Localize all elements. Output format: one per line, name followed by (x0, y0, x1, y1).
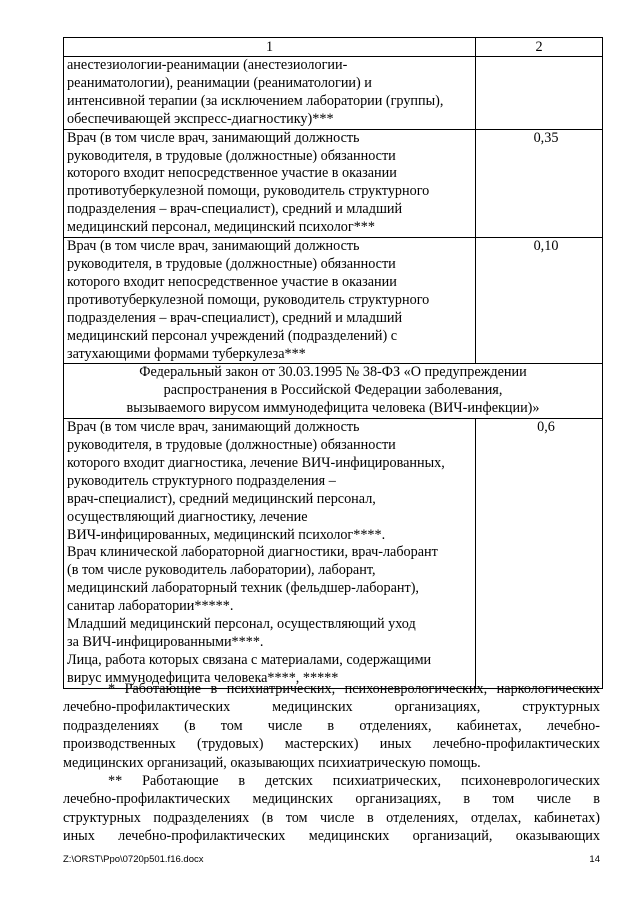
text-line: затухающими формами туберкулеза*** (67, 345, 306, 362)
file-path: Z:\ORST\Ppo\0720p501.f16.docx (63, 854, 204, 865)
text-line: Врач (в том числе врач, занимающий должность (67, 129, 360, 146)
text-line: медицинский персонал учреждений (подразделений) с (67, 327, 398, 344)
row-description (64, 129, 476, 237)
footnote-1 (63, 680, 600, 772)
footnote-line: подразделениях (в том числе в отделениях, кабинетах, лечебно- (63, 717, 600, 734)
text-line: Младший медицинский персонал, осуществляющий уход (67, 616, 416, 633)
law-line: вызываемого вирусом иммунодефицита человека (ВИЧ-инфекции)» (126, 400, 540, 417)
footnote-line: иных лечебно-профилактических медицинских организаций, оказывающих (63, 828, 600, 845)
text-line: Врач клинической лабораторной диагностики, врач-лаборант (67, 544, 438, 561)
footnote-line: лечебно-профилактических медицинских организациях, в том числе в (63, 791, 600, 808)
table-row (64, 129, 603, 237)
text-line: медицинский лабораторный техник (фельдшер-лаборант), (67, 580, 419, 597)
table-law-row (64, 364, 603, 419)
row-value (476, 57, 603, 130)
text-line: руководителя, в трудовые (должностные) обязанности (67, 255, 396, 272)
footnote-line: лечебно-профилактических медицинских организациях, структурных (63, 699, 600, 716)
text-line: врач-специалист), средний медицинский персонал, (67, 490, 376, 507)
text-line: руководителя, в трудовые (должностные) обязанности (67, 147, 396, 164)
header-col1: 1 (64, 38, 476, 57)
text-line: (в том числе руководитель лаборатории), лаборант, (67, 562, 376, 579)
row-value (476, 238, 603, 364)
text-line: Лица, работа которых связана с материалами, содержащими (67, 651, 432, 668)
table-row (64, 419, 603, 689)
row-description (64, 419, 476, 689)
footnote-line: * Работающие в психиатрических, психоневрологических, наркологических (108, 681, 600, 697)
row-value (476, 129, 603, 237)
text-line: реаниматологии), реанимации (реаниматологии) и (67, 74, 372, 91)
text-line: Врач (в том числе врач, занимающий должность (67, 238, 360, 255)
text-line: анестезиологии-реанимации (анестезиологии- (67, 57, 348, 73)
text-line: Врач (в том числе врач, занимающий должность (67, 419, 360, 436)
allowance-table (63, 37, 603, 689)
footnotes (63, 680, 600, 846)
text-line: медицинский персонал, медицинский психолог*** (67, 219, 375, 236)
header-col2: 2 (476, 38, 603, 57)
row-value (476, 419, 603, 689)
text-line: которого входит диагностика, лечение ВИЧ-инфицированных, (67, 454, 445, 471)
text-line: вирус иммунодефицита человека****, ***** (67, 669, 339, 686)
footnote-line: ** Работающие в детских психиатрических, психоневрологических (108, 773, 600, 790)
text-line: которого входит непосредственное участие в оказании (67, 165, 397, 182)
text-line: интенсивной терапии (за исключением лаборатории (группы), (67, 92, 444, 109)
text-line: ВИЧ-инфицированных, медицинский психолог****. (67, 526, 386, 543)
footnote-line: медицинских организаций, оказывающих психиатрическую помощь. (63, 754, 481, 771)
text-line: обеспечивающей экспресс-диагностику)*** (67, 110, 334, 127)
text-line: подразделения – врач-специалист), средний и младший (67, 309, 403, 326)
coefficient-value: 0,10 (533, 238, 559, 255)
text-line: за ВИЧ-инфицированными****. (67, 634, 264, 650)
table-row-continuation (64, 57, 603, 130)
text-line: противотуберкулезной помощи, руководитель структурного (67, 291, 430, 308)
footnote-2 (63, 772, 600, 846)
row-description (64, 238, 476, 364)
row-description (64, 57, 476, 130)
text-line: подразделения – врач-специалист), средний и младший (67, 201, 403, 218)
law-line: распространения в Российской Федерации заболевания, (163, 382, 503, 399)
text-line: которого входит непосредственное участие в оказании (67, 273, 397, 290)
text-line: осуществляющий диагностику, лечение (67, 508, 308, 525)
footnote-line: производственных (трудовых) мастерских) иных лечебно-профилактических (63, 736, 600, 753)
page-number: 14 (589, 854, 600, 865)
text-line: руководитель структурного подразделения – (67, 472, 336, 489)
table-header-row (64, 38, 603, 57)
table-row (64, 238, 603, 364)
coefficient-value: 0,6 (537, 419, 555, 436)
coefficient-value: 0,35 (533, 129, 559, 146)
text-line: противотуберкулезной помощи, руководитель структурного (67, 183, 430, 200)
text-line: руководителя, в трудовые (должностные) обязанности (67, 437, 396, 454)
law-line: Федеральный закон от 30.03.1995 № 38-ФЗ «О предупреждении (139, 364, 527, 381)
law-heading (64, 364, 603, 419)
text-line: санитар лаборатории*****. (67, 598, 234, 615)
footnote-line: структурных подразделениях (в том числе в отделениях, отделах, кабинетах) (63, 809, 600, 826)
